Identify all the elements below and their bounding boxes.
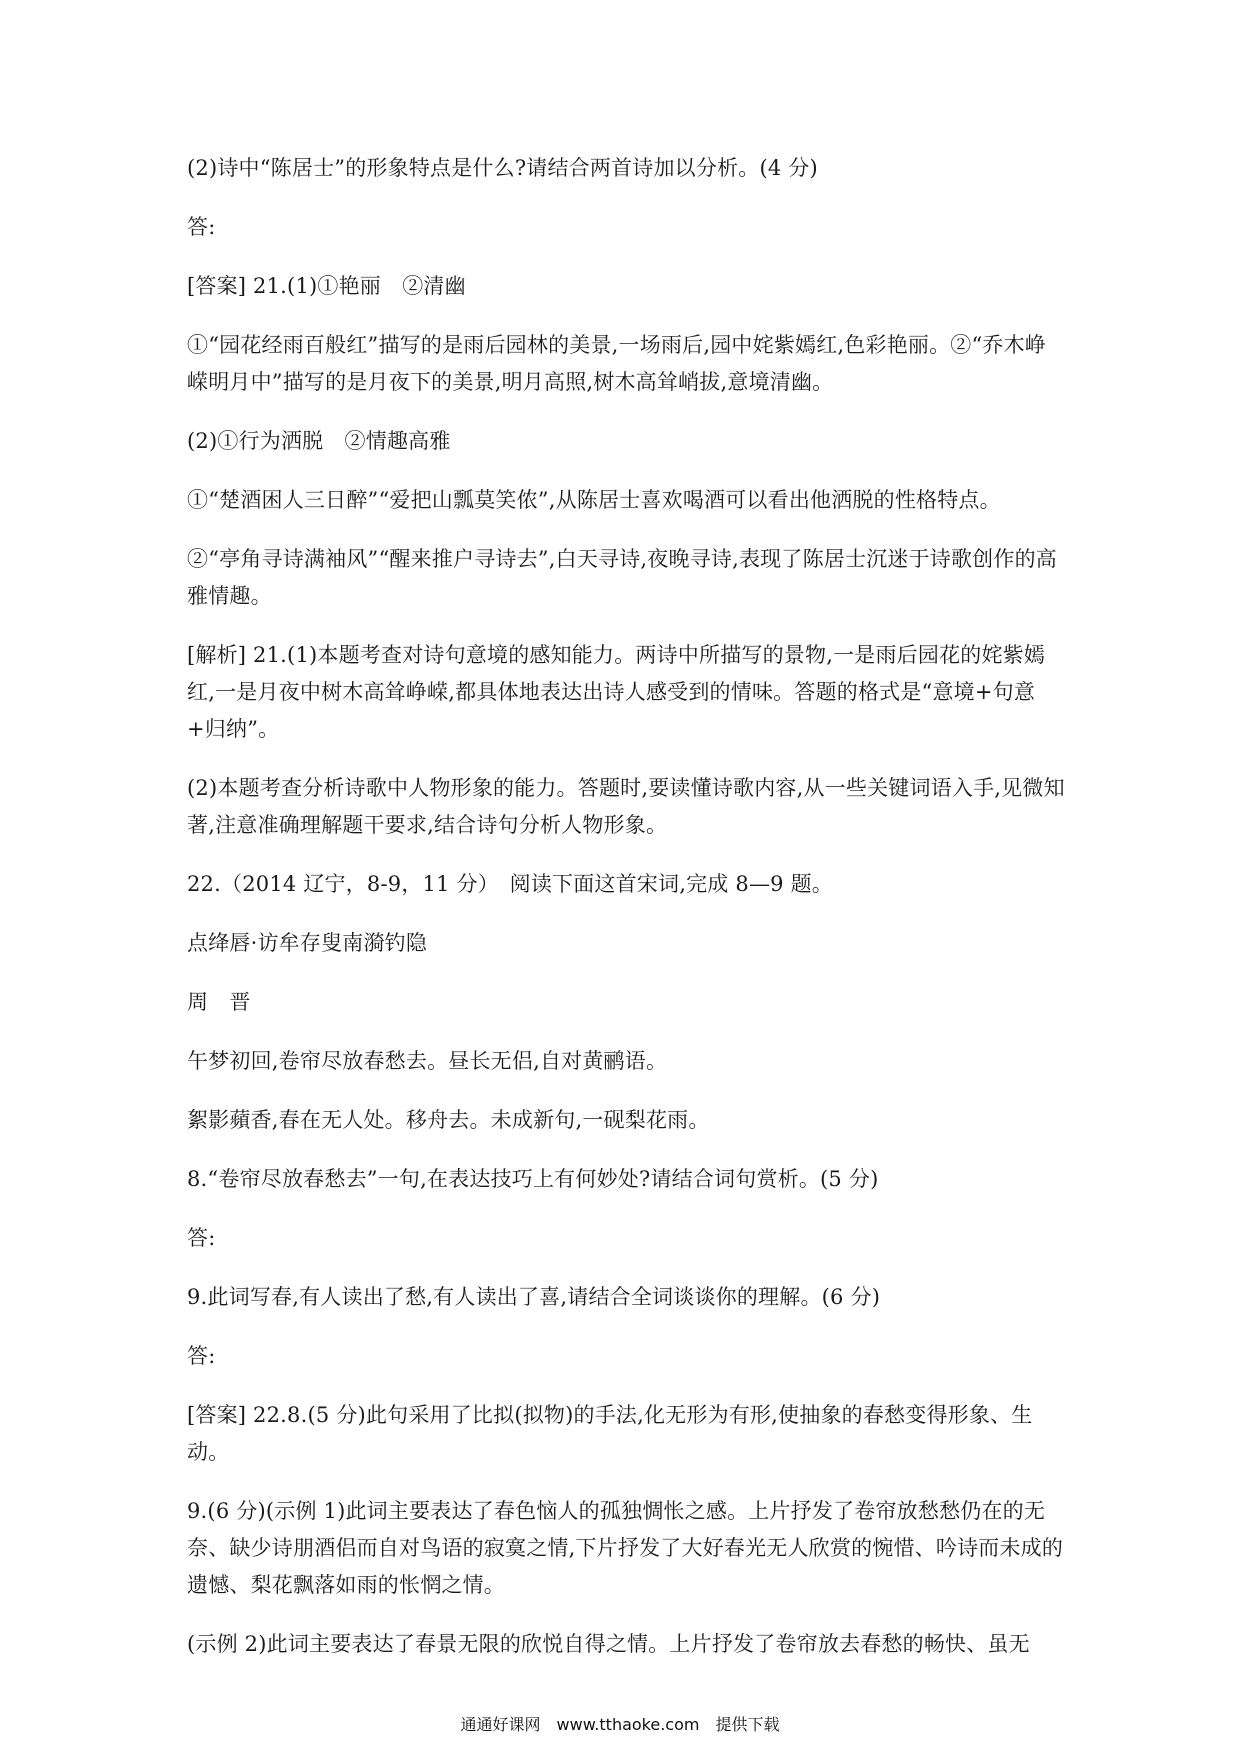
answer-label: 答:: [187, 1226, 216, 1250]
poem-line-1: 午梦初回,卷帘尽放春愁去。昼长无侣,自对黄鹂语。: [187, 1049, 668, 1073]
answer-22-9-example1: 9.(6 分)(示例 1)此词主要表达了春色恼人的孤独惆怅之感。上片抒发了卷帘放愁愁仍在的无奈、缺少诗朋酒侣而自对鸟语的寂寞之情,下片抒发了大好春光无人欣赏的惋惜、吟诗而未成的遗憾、梨花飘落如雨的怅惘之情。: [187, 1499, 1064, 1597]
answer-21-part2-point2: ②“亭角寻诗满袖风”“醒来推户寻诗去”,白天寻诗,夜晚寻诗,表现了陈居士沉迷于诗歌创作的高雅情趣。: [187, 547, 1057, 608]
question-8-prompt: 8.“卷帘尽放春愁去”一句,在表达技巧上有何妙处?请结合词句赏析。(5 分): [187, 1167, 879, 1191]
analysis-21-part2: (2)本题考查分析诗歌中人物形象的能力。答题时,要读懂诗歌内容,从一些关键词语入手,见微知著,注意准确理解题干要求,结合诗句分析人物形象。: [187, 776, 1065, 837]
answer-22-8: [答案] 22.8.(5 分)此句采用了比拟(拟物)的手法,化无形为有形,使抽象的春愁变得形象、生动。: [187, 1403, 1033, 1464]
answer-label: 答:: [187, 1344, 216, 1368]
poem-author: 周 晋: [187, 990, 251, 1014]
poem-line-2: 絮影蘋香,春在无人处。移舟去。未成新句,一砚梨花雨。: [187, 1108, 710, 1132]
answer-22-9-example2: (示例 2)此词主要表达了春景无限的欣悦自得之情。上片抒发了卷帘放去春愁的畅快、虽无: [187, 1632, 1030, 1656]
question-22-intro: 22.（2014 辽宁，8-9，11 分） 阅读下面这首宋词,完成 8—9 题。: [187, 872, 833, 896]
document-body: [187, 150, 1067, 1685]
page-footer: 通通好课网 www.tthaoke.com 提供下载: [460, 1715, 780, 1734]
answer-21-heading: [答案] 21.(1)①艳丽 ②清幽: [187, 274, 466, 298]
answer-21-part1-explanation: ①“园花经雨百般红”描写的是雨后园林的美景,一场雨后,园中姹紫嫣红,色彩艳丽。②“乔木峥嵘明月中”描写的是月夜下的美景,明月高照,树木高耸峭拔,意境清幽。: [187, 333, 1047, 394]
poem-title: 点绛唇·访牟存叟南漪钓隐: [187, 931, 428, 955]
question-2-prompt: (2)诗中“陈居士”的形象特点是什么?请结合两首诗加以分析。(4 分): [187, 156, 818, 180]
analysis-21-part1: [解析] 21.(1)本题考查对诗句意境的感知能力。两诗中所描写的景物,一是雨后园花的姹紫嫣红,一是月夜中树木高耸峥嵘,都具体地表达出诗人感受到的情味。答题的格式是“意境+句意+归纳”。: [187, 643, 1046, 741]
answer-label: 答:: [187, 215, 216, 239]
answer-21-part2-point1: ①“楚酒困人三日醉”“爱把山瓢莫笑侬”,从陈居士喜欢喝酒可以看出他洒脱的性格特点。: [187, 488, 1001, 512]
answer-21-part2-heading: (2)①行为洒脱 ②情趣高雅: [187, 429, 451, 453]
question-9-prompt: 9.此词写春,有人读出了愁,有人读出了喜,请结合全词谈谈你的理解。(6 分): [187, 1285, 881, 1309]
